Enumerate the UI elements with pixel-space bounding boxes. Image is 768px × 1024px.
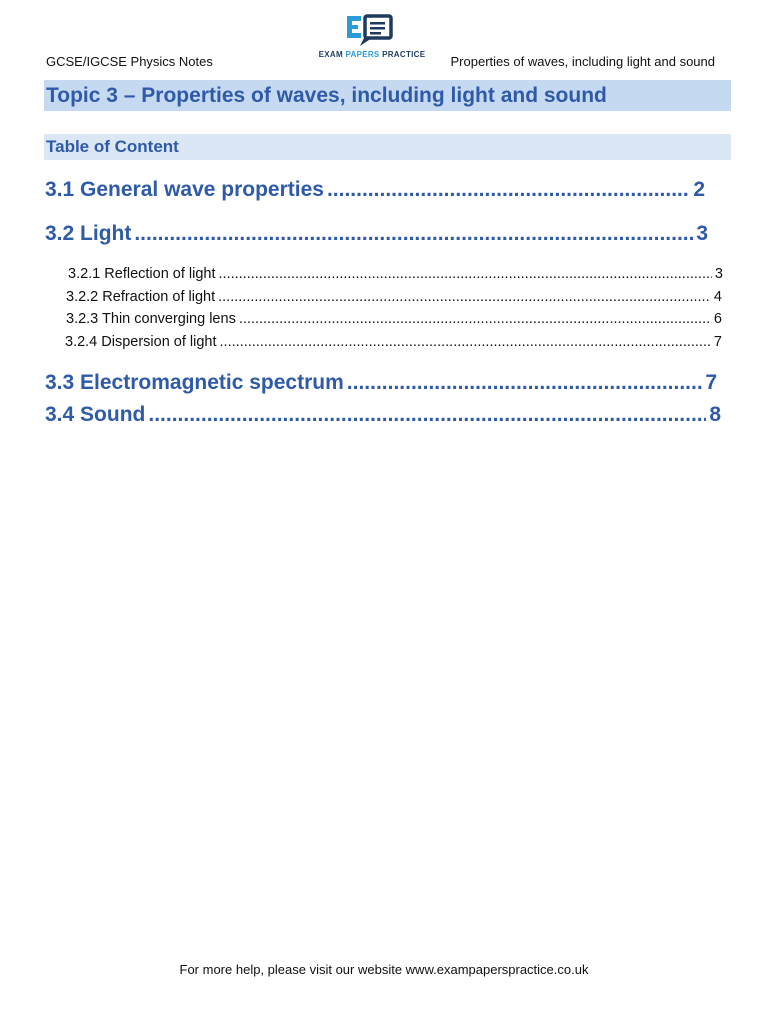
toc-leader-dots — [218, 289, 711, 305]
toc-entry-3-2-1[interactable]: 3.2.1 Reflection of light ..... 3 — [68, 266, 723, 286]
toc-entry-3-2-4[interactable]: 3.2.4 Dispersion of light ..... 7 — [65, 334, 722, 354]
toc-leader-dots — [347, 371, 703, 395]
toc-leader-dots — [239, 311, 711, 327]
toc-leader-dots — [327, 178, 690, 202]
toc-entry-3-4[interactable]: 3.4 Sound ..... 8 — [45, 403, 721, 433]
logo-mark-icon — [346, 14, 398, 48]
toc-leader-dots — [219, 266, 712, 282]
toc-heading-bar — [44, 134, 731, 160]
header-left-text: GCSE/IGCSE Physics Notes — [46, 54, 213, 69]
toc-entry-3-3[interactable]: 3.3 Electromagnetic spectrum ..... 7 — [45, 371, 717, 401]
topic-title: Topic 3 – Properties of waves, including light and sound — [46, 84, 607, 107]
footer-text: For more help, please visit our website www.exampaperspractice.co.uk — [179, 962, 589, 977]
toc-heading: Table of Content — [46, 137, 179, 156]
exam-papers-practice-logo — [313, 12, 431, 64]
toc-entry-3-2-3[interactable]: 3.2.3 Thin converging lens ..... 6 — [66, 311, 722, 331]
toc-entry-3-2[interactable]: 3.2 Light ..... 3 — [45, 222, 708, 252]
topic-title-bar — [44, 80, 731, 111]
toc-leader-dots — [220, 334, 711, 350]
toc-entry-3-1[interactable]: 3.1 General wave properties ..... 2 — [45, 178, 705, 208]
toc-leader-dots — [134, 222, 693, 246]
header-right-text: Properties of waves, including light and sound — [450, 54, 715, 69]
toc-entry-3-2-2[interactable]: 3.2.2 Refraction of light ..... 4 — [66, 289, 722, 309]
logo-wordmark: EXAM PAPERS PRACTICE — [318, 50, 426, 59]
toc-leader-dots — [148, 403, 706, 427]
